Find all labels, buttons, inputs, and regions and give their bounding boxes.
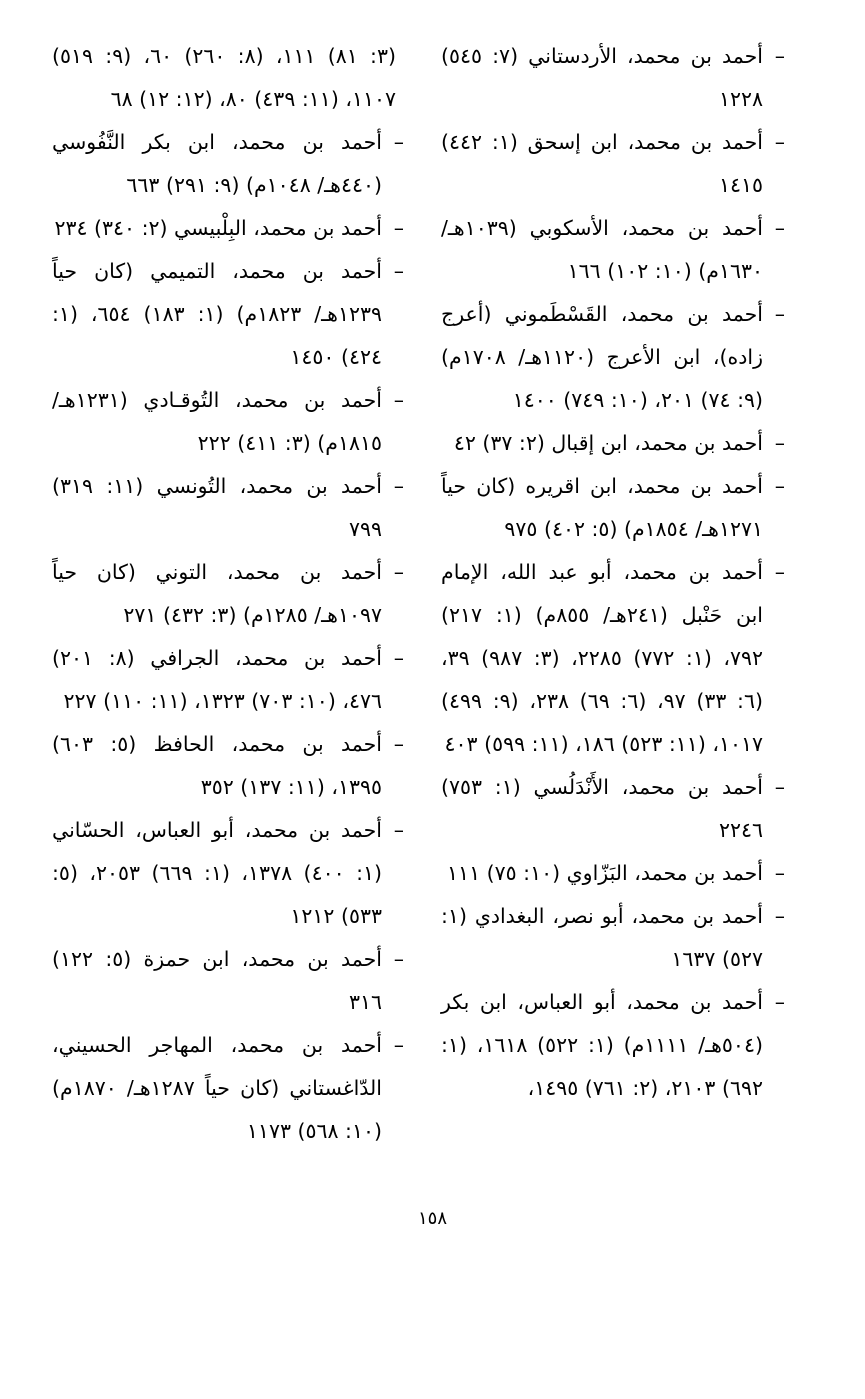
entry-text: أحمد بن محمد، الجرافي (٨: ٢٠١) ٤٧٦، (١٠: ٧٠٣) ١٣٢٣، (١١: ١١٠) ٢٢٧ (52, 646, 382, 713)
index-entry (441, 293, 785, 422)
entry-dash: – (393, 560, 404, 584)
index-entry (52, 1024, 404, 1153)
entry-text: أحمد بن محمد، التُوقـادي (١٢٣١هـ/ ١٨١٥م) (٣: ٤١١) ٢٢٢ (52, 388, 382, 455)
index-entry (52, 465, 404, 551)
entry-dash: – (774, 302, 785, 326)
entry-text: أحمد بن محمد، التميمي (كان حياً ١٢٣٩هـ/ ١٨٢٣م) (١: ١٨٣) ٦٥٤، (١: ٤٢٤) ١٤٥٠ (52, 259, 382, 369)
entry-dash: – (774, 775, 785, 799)
entry-text: أحمد بن محمد، التوني (كان حياً ١٠٩٧هـ/ ١٢٨٥م) (٣: ٤٣٢) ٢٧١ (52, 560, 382, 627)
entry-text: أحمد بن محمد، البِلْبيسي (٢: ٣٤٠) ٢٣٤ (54, 216, 382, 240)
entry-text: أحمد بن محمد، أبو عبد الله، الإمام ابن حَنْبل (٢٤١هـ/ ٨٥٥م) (١: ٢١٧) ٧٩٢، (١: ٧٧٢) ٢٢٨٥، (٣: ٩٨٧) ٣٩، (٦: ٣٣) ٩٧، (٦: ٦٩) ٢٣٨، (٩: ٤٩٩) ١٠١٧، (١١: ٥٢٣) ١٨٦، (١١: ٥٩٩) ٤٠٣ (441, 560, 763, 756)
page-number: ١٥٨ (417, 1208, 447, 1229)
entry-text: أحمد بن محمد، أبو نصر، البغدادي (١: ٥٢٧) ١٦٣٧ (441, 904, 763, 971)
index-entry (52, 723, 404, 809)
entry-dash: – (393, 388, 404, 412)
entry-dash: – (774, 560, 785, 584)
entry-text: أحمد بن محمد، أبو العباس، ابن بكر (٥٠٤هـ/ ١١١١م) (١: ٥٢٢) ١٦١٨، (١: ٦٩٢) ٢١٠٣، (٢: ٧٦١) ١٤٩٥، (441, 990, 763, 1100)
entry-text: أحمد بن محمد، الأَنْدَلُسي (١: ٧٥٣) ٢٢٤٦ (441, 775, 763, 842)
entry-dash: – (393, 216, 404, 240)
entry-dash: – (774, 904, 785, 928)
entry-text: أحمد بن محمد، الأسكوبي (١٠٣٩هـ/ ١٦٣٠م) (١٠: ١٠٢) ١٦٦ (441, 216, 763, 283)
index-entry (52, 121, 404, 207)
right-column (441, 35, 785, 1110)
index-entry (441, 35, 785, 121)
index-entry (52, 551, 404, 637)
entry-text: أحمد بن محمد، الأردستاني (٧: ٥٤٥) ١٢٢٨ (441, 44, 763, 111)
entry-text: أحمد بن محمد، البَزّاوي (١٠: ٧٥) ١١١ (447, 861, 763, 885)
entry-text: أحمد بن محمد، ابن بكر النَّفُوسي (٤٤٠هـ/ ١٠٤٨م) (٩: ٢٩١) ٦٦٣ (52, 130, 382, 197)
left-column (52, 35, 404, 1153)
entry-text: أحمد بن محمد، أبو العباس، الحسّاني (١: ٤٠٠) ١٣٧٨، (١: ٦٦٩) ٢٠٥٣، (٥: ٥٣٣) ١٢١٢ (52, 818, 382, 928)
entry-dash: – (393, 1033, 404, 1057)
index-entry (441, 207, 785, 293)
index-entry (441, 895, 785, 981)
entry-dash: – (774, 216, 785, 240)
entry-dash: – (393, 947, 404, 971)
entry-text: أحمد بن محمد، ابن اقريره (كان حياً ١٢٧١هـ/ ١٨٥٤م) (٥: ٤٠٢) ٩٧٥ (441, 474, 763, 541)
index-entry (52, 637, 404, 723)
entry-dash: – (393, 474, 404, 498)
entry-dash: – (774, 474, 785, 498)
index-entry (52, 809, 404, 938)
index-entry (52, 938, 404, 1024)
entry-dash: – (393, 732, 404, 756)
entry-text: أحمد بن محمد، التُونسي (١١: ٣١٩) ٧٩٩ (52, 474, 382, 541)
index-entry (52, 379, 404, 465)
entry-dash: – (774, 431, 785, 455)
index-entry (441, 551, 785, 766)
entry-dash: – (393, 130, 404, 154)
entry-dash: – (774, 130, 785, 154)
index-entry (52, 207, 404, 250)
index-entry (441, 121, 785, 207)
entry-text: أحمد بن محمد، القَسْطَموني (أعرج زاده)، ابن الأعرج (١١٢٠هـ/ ١٧٠٨م) (٩: ٧٤) ٢٠١، (١٠: ٧٤٩) ١٤٠٠ (441, 302, 763, 412)
entry-dash: – (774, 44, 785, 68)
entry-text: أحمد بن محمد، الحافظ (٥: ٦٠٣) ١٣٩٥، (١١: ١٣٧) ٣٥٢ (52, 732, 382, 799)
entry-text: (٣: ٨١) ١١١، (٨: ٢٦٠) ٦٠، (٩: ٥١٩) ١١٠٧، (١١: ٤٣٩) ٨٠، (١٢: ١٢) ٦٨ (52, 44, 396, 111)
entry-text: أحمد بن محمد، ابن إقبال (٢: ٣٧) ٤٢ (453, 431, 763, 455)
index-entry (52, 35, 404, 121)
index-entry (441, 981, 785, 1110)
entry-dash: – (774, 861, 785, 885)
index-entry (52, 250, 404, 379)
index-entry (441, 422, 785, 465)
entry-dash: – (393, 818, 404, 842)
index-entry (441, 852, 785, 895)
entry-text: أحمد بن محمد، المهاجر الحسيني، الدّاغستاني (كان حياً ١٢٨٧هـ/ ١٨٧٠م) (١٠: ٥٦٨) ١١٧٣ (52, 1033, 383, 1143)
index-entry (441, 465, 785, 551)
entry-dash: – (393, 646, 404, 670)
entry-text: أحمد بن محمد، ابن إسحق (١: ٤٤٢) ١٤١٥ (441, 130, 763, 197)
index-entry (441, 766, 785, 852)
entry-dash: – (774, 990, 785, 1014)
entry-dash: – (393, 259, 404, 283)
entry-text: أحمد بن محمد، ابن حمزة (٥: ١٢٢) ٣١٦ (52, 947, 382, 1014)
